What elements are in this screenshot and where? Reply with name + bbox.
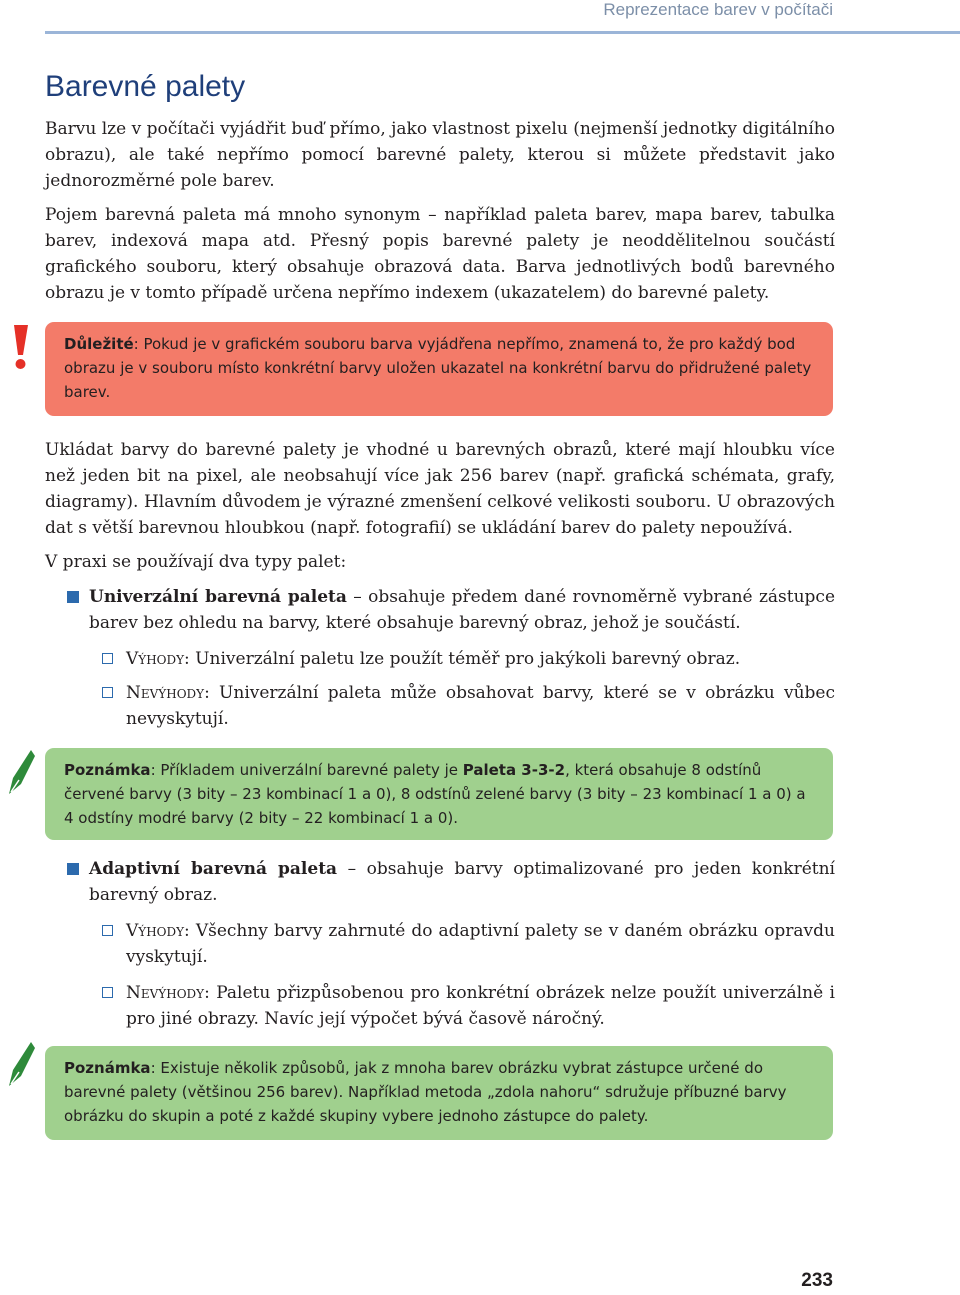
note-text: : Existuje několik způsobů, jak z mnoha barev obrázku vybrat zástupce určené do barevné palety (většinou 256 barev). Například metoda „zdola nahoru“ sdružuje příbuzné barvy obrázku do skupin a poté z každé skupiny vybere jednoho zástupce do palety.	[64, 1059, 787, 1125]
important-label: Důležité	[64, 335, 134, 353]
pros-text: Všechny barvy zahrnuté do adaptivní palety se v daném obrázku opravdu vyskytují.	[126, 921, 835, 967]
note-text-post: , která obsahuje 8 odstínů červené barvy (3 bity – 23 kombinací 1 a 0), 8 odstínů zelené barvy (3 bity – 23 kombinací 1 a 0) a 4 odstíny modré barvy (2 bity – 22 kombinací 1 a 0).	[64, 761, 806, 827]
important-box	[45, 322, 833, 416]
header-rule	[45, 31, 960, 34]
paragraph-intro: Barvu lze v počítači vyjádřit buď přímo, jako vlastnost pixelu (nejmenší jednotky digitálního obrazu), ale také nepřímo pomocí barevné palety, kterou si můžete představit jako jednorozměrné pole barev.	[45, 119, 835, 191]
sublist-item-pros	[102, 918, 835, 970]
list-item-adaptive	[67, 856, 835, 908]
cons-label: Nevýhody:	[126, 983, 210, 1003]
bullet-text: – obsahuje předem dané rovnoměrně vybrané zástupce barev bez ohledu na barvy, které obsahuje barevný obraz, jehož je součástí.	[89, 587, 836, 633]
note-label: Poznámka	[64, 761, 151, 779]
running-header: Reprezentace barev v počítači	[603, 0, 833, 19]
note-box-palette	[45, 748, 833, 840]
bullet-text: – obsahuje barvy optimalizované pro jeden konkrétní barevný obraz.	[89, 859, 835, 905]
note-text-bold: Paleta 3-3-2	[462, 761, 566, 779]
cons-label: Nevýhody:	[126, 683, 210, 703]
paragraph-usage: Ukládat barvy do barevné palety je vhodné u barevných obrazů, které mají hloubku více než jeden bit na pixel, ale neobsahují více jak 256 barev (např. grafická schémata, grafy, diagramy). Hlavním důvodem je výrazné zmenšení celkové velikosti souboru. U obrazových dat s větší barevnou hloubkou (např. fotografií) se ukládání barev do palety nepoužívá.	[45, 440, 835, 538]
sublist-item-cons	[102, 680, 835, 732]
bullet-term: Univerzální barevná paleta	[89, 587, 347, 607]
note-label: Poznámka	[64, 1059, 151, 1077]
paragraph-types: V praxi se používají dva typy palet:	[45, 552, 347, 572]
square-bullet-icon	[67, 863, 79, 875]
cons-text: Univerzální paleta může obsahovat barvy, které se v obrázku vůbec nevyskytují.	[126, 683, 835, 729]
sublist-item-pros	[102, 646, 835, 672]
pros-text: Univerzální paletu lze použít téměř pro jakýkoli barevný obraz.	[189, 649, 741, 669]
pen-nib-icon	[5, 748, 35, 798]
cons-text: Paletu přizpůsobenou pro konkrétní obrázek nelze použít univerzálně i pro jiné obrazy. Navíc její výpočet bývá časově náročný.	[126, 983, 835, 1029]
hollow-square-bullet-icon	[102, 987, 113, 998]
hollow-square-bullet-icon	[102, 925, 113, 936]
section-title: Barevné palety	[45, 70, 246, 103]
bullet-term: Adaptivní barevná paleta	[89, 859, 338, 879]
page-number: 233	[801, 1270, 833, 1291]
square-bullet-icon	[67, 591, 79, 603]
pros-label: Výhody:	[126, 921, 190, 941]
sublist-item-cons	[102, 980, 835, 1032]
hollow-square-bullet-icon	[102, 687, 113, 698]
note-box-method	[45, 1046, 833, 1140]
exclamation-icon	[5, 322, 35, 372]
important-text: : Pokud je v grafickém souboru barva vyjádřena nepřímo, znamená to, že pro každý bod obrazu je v souboru místo konkrétní barvy uložen ukazatel na konkrétní barvu do přidružené palety barev.	[64, 335, 812, 401]
note-text-pre: : Příkladem univerzální barevné palety je	[150, 761, 463, 779]
hollow-square-bullet-icon	[102, 653, 113, 664]
list-item-universal	[67, 584, 835, 636]
paragraph-synonyms: Pojem barevná paleta má mnoho synonym – například paleta barev, mapa barev, tabulka barev, indexová mapa atd. Přesný popis barevné palety je neoddělitelnou součástí grafického souboru, který obsahuje obrazová data. Barva jednotlivých bodů barevného obrazu je v tomto případě určena nepřímo indexem (ukazatelem) do barevné palety.	[45, 205, 835, 303]
pros-label: Výhody:	[126, 649, 190, 669]
pen-nib-icon	[5, 1040, 35, 1090]
